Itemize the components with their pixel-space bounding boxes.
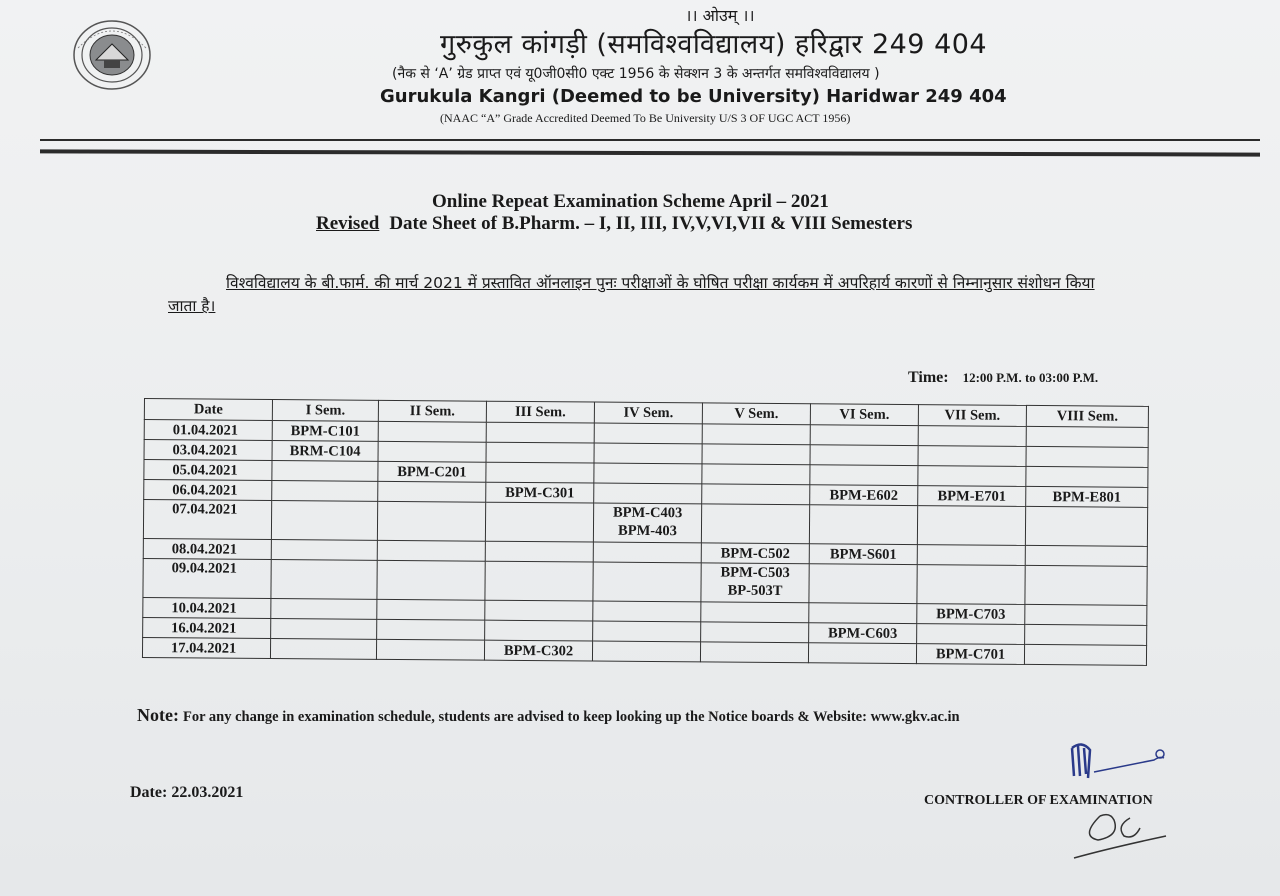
paper-code (596, 563, 699, 564)
date-cell: 03.04.2021 (144, 440, 272, 461)
paper-code-cell (593, 542, 701, 563)
paper-code: BPM-C603 (827, 624, 898, 642)
paper-code-cell (485, 502, 593, 542)
paper-code-cell (701, 602, 809, 623)
date-cell: 17.04.2021 (142, 637, 270, 658)
initials-signature-icon (1070, 806, 1174, 862)
paper-code (273, 629, 374, 630)
paper-code (488, 472, 591, 473)
paper-code-cell (810, 485, 918, 506)
paper-code-cell (917, 604, 1025, 625)
paper-code-cell (917, 545, 1025, 566)
column-header-sem-7: VII Sem. (918, 405, 1026, 427)
paper-code (489, 432, 592, 433)
paper-code-cell (270, 639, 376, 660)
paper-code (596, 552, 699, 553)
paper-code-cell (485, 561, 593, 601)
date-cell: 01.04.2021 (144, 420, 272, 441)
paper-code-cell (486, 462, 594, 483)
paper-code-cell (810, 425, 918, 446)
footer-note (137, 705, 960, 726)
column-header-sem-4: IV Sem. (594, 402, 702, 424)
paper-code: BPM-C703 (936, 605, 1006, 623)
paper-code-cell (593, 562, 701, 602)
paper-code: BP-503T (727, 582, 783, 600)
header-divider-thick (40, 149, 1260, 156)
paper-code-cell (378, 421, 486, 442)
paper-code-cell (593, 601, 701, 622)
paper-code-cell (1025, 565, 1147, 605)
paper-code (489, 452, 592, 453)
paper-code (381, 431, 484, 432)
controller-of-examination: CONTROLLER OF EXAMINATION (924, 793, 1153, 808)
paper-code-cell (1026, 446, 1148, 467)
paper-code: BRM-C104 (289, 442, 361, 460)
paper-code-cell (272, 441, 378, 462)
paper-code (380, 491, 483, 492)
hindi-university-subtitle: (नैक से ‘A’ ग्रेड प्राप्त एवं यू0जी0सी0 एक्ट 1956 के सेक्शन 3 के अन्तर्गत समविश्वविद्यालय ) (392, 66, 880, 82)
paper-code: BPM-C302 (503, 642, 574, 659)
paper-code (596, 473, 699, 474)
exam-scheme-title: Online Repeat Examination Scheme April – 2021 (432, 191, 829, 212)
column-header-sem-6: VI Sem. (810, 404, 918, 426)
paper-code (596, 493, 699, 494)
paper-code-cell (702, 444, 810, 465)
paper-code-cell (1025, 624, 1147, 645)
paper-code: BPM-403 (618, 522, 677, 540)
paper-code-cell (377, 619, 485, 640)
issue-date: Date: 22.03.2021 (130, 784, 244, 801)
paper-code (813, 455, 916, 456)
paper-code-cell (378, 461, 486, 482)
paper-code (703, 632, 806, 633)
paper-code-cell (594, 483, 702, 504)
paper-code-cell (917, 624, 1025, 645)
paper-code-cell (378, 481, 486, 502)
paper-code (921, 436, 1024, 437)
paper-code-cell (377, 540, 485, 561)
column-header-sem-2: II Sem. (378, 400, 486, 422)
paper-code-cell (271, 599, 377, 620)
paper-code (1028, 476, 1145, 477)
paper-code-cell (918, 486, 1026, 507)
paper-code (274, 560, 375, 561)
exam-time (908, 369, 1098, 387)
column-header-sem-1: I Sem. (272, 400, 378, 422)
paper-code: BPM-E801 (1052, 488, 1122, 506)
paper-code-cell (701, 504, 809, 544)
paper-code: BPM-C403 (612, 504, 683, 522)
hindi-notice-text: विश्वविद्यालय के बी.फार्म. की मार्च 2021 में प्रस्तावित ऑनलाइन पुनः परीक्षाओं के घोषित परीक्षा कार्यकम में अपरिहार्य कारणों से निम्नानुसार संशोधन किया जाता है। (168, 274, 1095, 315)
paper-code (703, 612, 806, 613)
paper-code (381, 451, 484, 452)
paper-code (487, 630, 590, 631)
paper-code-cell (918, 446, 1026, 467)
paper-code (1027, 634, 1144, 635)
paper-code (487, 610, 590, 611)
paper-code-cell (486, 422, 594, 443)
paper-code-cell (1025, 604, 1147, 625)
paper-code (380, 502, 483, 503)
paper-code-cell (1026, 426, 1148, 447)
paper-code-cell (484, 640, 592, 661)
paper-code-cell (594, 463, 702, 484)
paper-code (380, 550, 483, 551)
note-label: Note: (137, 705, 179, 725)
paper-code-cell (1024, 644, 1146, 665)
paper-code-cell (271, 560, 377, 600)
date-cell: 16.04.2021 (143, 617, 271, 638)
paper-code-cell (809, 623, 917, 644)
paper-code (920, 555, 1023, 556)
paper-code (274, 491, 375, 492)
paper-code-cell (918, 426, 1026, 447)
paper-code (379, 629, 482, 630)
column-header-sem-3: III Sem. (486, 401, 594, 423)
paper-code (380, 561, 483, 562)
paper-code (1028, 507, 1145, 508)
paper-code-cell (271, 619, 377, 640)
revised-label: Revised (316, 213, 380, 234)
paper-code-cell (594, 443, 702, 464)
paper-code-cell (271, 501, 377, 541)
date-cell: 07.04.2021 (143, 500, 271, 540)
date-sheet-subtitle (316, 213, 912, 235)
date-cell: 10.04.2021 (143, 597, 271, 618)
paper-code-cell (810, 465, 918, 486)
paper-code-cell (272, 481, 378, 502)
paper-code (811, 613, 914, 614)
english-university-title: Gurukula Kangri (Deemed to be University) Haridwar 249 404 (380, 86, 1007, 107)
paper-code-cell (377, 560, 485, 600)
paper-code-cell (701, 543, 809, 564)
paper-code-cell (810, 445, 918, 466)
paper-code: BPM-S601 (829, 545, 897, 563)
paper-code (597, 453, 700, 454)
paper-code (274, 501, 375, 502)
paper-code-cell (701, 622, 809, 643)
paper-code-cell (1025, 545, 1147, 566)
paper-code-cell (918, 466, 1026, 487)
table-body (142, 420, 1148, 666)
note-text: For any change in examination schedule, students are advised to keep looking up the Notice boards & Website: www.gkv.ac.in (182, 709, 960, 725)
paper-code (488, 562, 591, 563)
paper-code-cell (486, 482, 594, 503)
time-label: Time: (908, 369, 949, 386)
paper-code (705, 454, 808, 455)
paper-code (1029, 436, 1146, 437)
paper-code-cell (916, 644, 1024, 665)
paper-code: BPM-C301 (505, 484, 575, 501)
paper-code: BPM-C503 (720, 564, 790, 582)
paper-code-cell (809, 603, 917, 624)
column-header-sem-8: VIII Sem. (1026, 405, 1148, 427)
paper-code-cell (485, 620, 593, 641)
paper-code-cell (1025, 506, 1147, 546)
paper-code (488, 503, 591, 504)
time-value: 12:00 P.M. to 03:00 P.M. (962, 370, 1099, 385)
paper-code (379, 609, 482, 610)
hindi-university-title: गुरुकुल कांगड़ी (समविश्वविद्यालय) हरिद्वार 249 404 (440, 29, 988, 60)
paper-code (811, 653, 914, 654)
paper-code-cell (701, 563, 809, 603)
paper-code: BPM-C502 (720, 545, 790, 562)
paper-code-cell (377, 599, 485, 620)
paper-code-cell (1026, 486, 1148, 507)
paper-code (812, 564, 915, 565)
date-sheet-table (142, 398, 1149, 666)
date-cell: 06.04.2021 (144, 480, 272, 501)
paper-code (703, 652, 806, 653)
signature-icon (1064, 736, 1184, 784)
paper-code-cell (593, 621, 701, 642)
paper-code (595, 611, 698, 612)
paper-code (1027, 614, 1144, 615)
paper-code-cell (592, 641, 700, 662)
paper-code-cell (486, 442, 594, 463)
header-divider-thin (40, 139, 1260, 141)
paper-code (274, 550, 375, 551)
paper-code (704, 494, 807, 495)
om-invocation: ।। ओउम् ।। (685, 6, 755, 25)
paper-code (812, 475, 915, 476)
paper-code: BPM-C701 (935, 645, 1006, 663)
date-sheet-table-wrapper (142, 398, 1149, 666)
paper-code (1028, 555, 1145, 556)
english-university-subtitle: (NAAC “A” Grade Accredited Deemed To Be University U/S 3 OF UGC ACT 1956) (440, 111, 851, 125)
paper-code (813, 435, 916, 436)
paper-code (1029, 456, 1146, 457)
paper-code-cell (485, 600, 593, 621)
paper-code: BPM-C101 (290, 422, 360, 440)
paper-code (812, 505, 915, 506)
paper-code (273, 609, 374, 610)
paper-code-cell (809, 544, 917, 565)
date-cell: 09.04.2021 (143, 558, 271, 598)
paper-code (1028, 566, 1145, 567)
column-header-sem-5: V Sem. (702, 403, 810, 425)
paper-code (704, 474, 807, 475)
paper-code (379, 649, 482, 650)
paper-code (488, 551, 591, 552)
date-cell: 05.04.2021 (144, 460, 272, 481)
hindi-revision-notice (168, 272, 1098, 318)
paper-code (273, 649, 374, 650)
paper-code-cell (917, 506, 1025, 546)
paper-code-cell (272, 421, 378, 442)
paper-code-cell (702, 464, 810, 485)
paper-code (921, 456, 1024, 457)
paper-code (595, 651, 698, 652)
date-sheet-text: Date Sheet of B.Pharm. – I, II, III, IV,V,VI,VII & VIII Semesters (389, 213, 913, 234)
paper-code-cell (702, 484, 810, 505)
paper-code: BPM-E701 (937, 487, 1007, 505)
paper-code-cell (378, 441, 486, 462)
university-seal-icon (70, 18, 154, 92)
paper-code (274, 471, 375, 472)
date-cell: 08.04.2021 (143, 538, 271, 559)
paper-code (1027, 654, 1144, 655)
paper-code (920, 476, 1023, 477)
paper-code (920, 506, 1023, 507)
paper-code (595, 631, 698, 632)
paper-code (704, 504, 807, 505)
paper-code-cell (1026, 466, 1148, 487)
paper-code-cell (917, 565, 1025, 605)
paper-code-cell (377, 501, 485, 541)
paper-code-cell (594, 423, 702, 444)
paper-code-cell (593, 503, 701, 543)
paper-code-cell (809, 505, 917, 545)
paper-code-cell (702, 424, 810, 445)
paper-code: BPM-C201 (397, 463, 467, 481)
paper-code-cell (271, 540, 377, 561)
paper-code (920, 565, 1023, 566)
paper-code (597, 433, 700, 434)
paper-code-cell (485, 541, 593, 562)
paper-code-cell (808, 643, 916, 664)
paper-code (919, 634, 1022, 635)
paper-code-cell (272, 461, 378, 482)
column-header-date: Date (144, 399, 272, 421)
paper-code (705, 434, 808, 435)
paper-code-cell (809, 564, 917, 604)
paper-code: BPM-E602 (829, 486, 899, 504)
paper-code-cell (700, 642, 808, 663)
paper-code-cell (376, 639, 484, 660)
